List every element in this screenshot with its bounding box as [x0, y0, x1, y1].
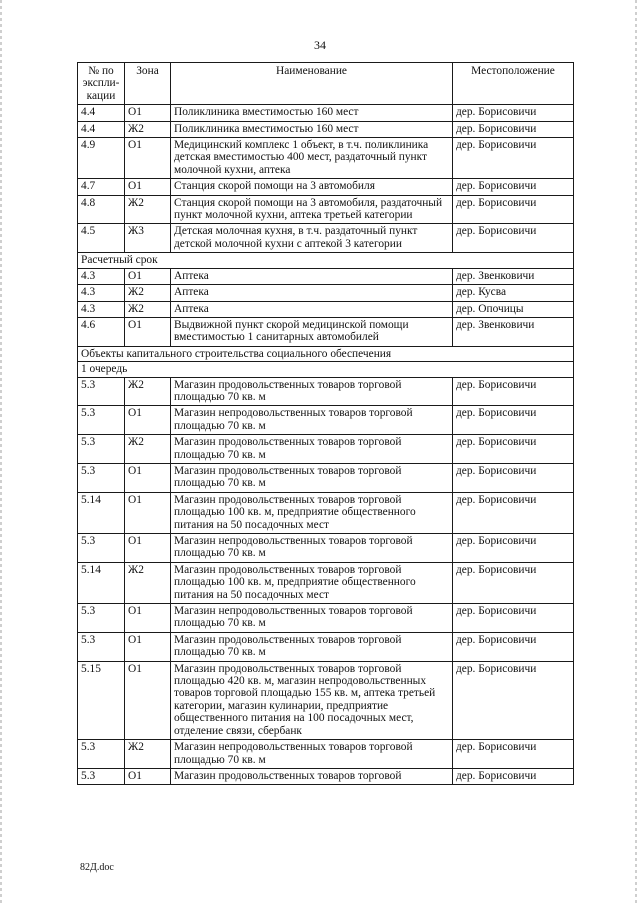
cell-num: 4.9	[78, 138, 125, 179]
table-row	[78, 224, 574, 253]
cell-num: 5.3	[78, 377, 125, 406]
cell-location: дер. Борисовичи	[453, 463, 574, 492]
table-row	[78, 562, 574, 603]
cell-name: Магазин непродовольственных товаров торговой площадью 70 кв. м	[171, 740, 453, 769]
cell-zone: О1	[125, 768, 171, 784]
table-row	[78, 285, 574, 301]
section-row	[78, 362, 574, 377]
section-row	[78, 253, 574, 268]
cell-location: дер. Борисовичи	[453, 534, 574, 563]
page-number: 34	[314, 38, 326, 52]
table-row	[78, 492, 574, 533]
cell-num: 5.14	[78, 562, 125, 603]
cell-num: 4.4	[78, 105, 125, 121]
cell-num: 5.3	[78, 768, 125, 784]
table-row	[78, 121, 574, 137]
header-location: Местоположение	[453, 63, 574, 105]
cell-location: дер. Звенковичи	[453, 317, 574, 346]
cell-location: дер. Борисовичи	[453, 740, 574, 769]
cell-name: Магазин продовольственных товаров торговой площадью 70 кв. м	[171, 377, 453, 406]
scan-edge-right	[635, 0, 637, 905]
facilities-table	[77, 62, 574, 785]
cell-num: 4.3	[78, 301, 125, 317]
table-row	[78, 138, 574, 179]
table-row	[78, 463, 574, 492]
cell-location: дер. Борисовичи	[453, 562, 574, 603]
cell-location: дер. Борисовичи	[453, 121, 574, 137]
table-row	[78, 740, 574, 769]
cell-num: 4.4	[78, 121, 125, 137]
cell-name: Поликлиника вместимостью 160 мест	[171, 121, 453, 137]
table-row	[78, 268, 574, 284]
cell-location: дер. Борисовичи	[453, 632, 574, 661]
cell-zone: О1	[125, 661, 171, 739]
cell-zone: Ж3	[125, 224, 171, 253]
table-row	[78, 406, 574, 435]
scan-edge-left	[0, 0, 2, 905]
section-title: Объекты капитального строительства социального обеспечения	[78, 346, 574, 361]
cell-location: дер. Опочицы	[453, 301, 574, 317]
cell-name: Магазин непродовольственных товаров торговой площадью 70 кв. м	[171, 406, 453, 435]
cell-location: дер. Кусва	[453, 285, 574, 301]
cell-zone: О1	[125, 534, 171, 563]
cell-zone: О1	[125, 632, 171, 661]
cell-name: Магазин продовольственных товаров торговой площадью 100 кв. м, предприятие общественного питания на 50 посадочных мест	[171, 492, 453, 533]
cell-name: Магазин продовольственных товаров торговой площадью 70 кв. м	[171, 632, 453, 661]
cell-name: Магазин продовольственных товаров торговой	[171, 768, 453, 784]
table-row	[78, 604, 574, 633]
cell-num: 4.7	[78, 179, 125, 195]
table-row	[78, 301, 574, 317]
cell-zone: Ж2	[125, 301, 171, 317]
cell-zone: О1	[125, 604, 171, 633]
cell-location: дер. Борисовичи	[453, 138, 574, 179]
cell-location: дер. Борисовичи	[453, 604, 574, 633]
cell-zone: О1	[125, 492, 171, 533]
cell-num: 4.5	[78, 224, 125, 253]
cell-name: Магазин продовольственных товаров торговой площадью 70 кв. м	[171, 463, 453, 492]
cell-num: 5.14	[78, 492, 125, 533]
cell-zone: Ж2	[125, 285, 171, 301]
cell-location: дер. Борисовичи	[453, 435, 574, 464]
cell-zone: Ж2	[125, 377, 171, 406]
cell-num: 5.15	[78, 661, 125, 739]
cell-zone: О1	[125, 317, 171, 346]
table-row	[78, 632, 574, 661]
table-body	[78, 105, 574, 785]
table-row	[78, 768, 574, 784]
section-row	[78, 346, 574, 361]
cell-zone: О1	[125, 105, 171, 121]
table-row	[78, 661, 574, 739]
cell-name: Магазин продовольственных товаров торговой площадью 100 кв. м, предприятие общественного питания на 50 посадочных мест	[171, 562, 453, 603]
cell-location: дер. Борисовичи	[453, 377, 574, 406]
cell-zone: Ж2	[125, 740, 171, 769]
cell-name: Станция скорой помощи на 3 автомобиля, раздаточный пункт молочной кухни, аптека третьей категории	[171, 195, 453, 224]
cell-location: дер. Борисовичи	[453, 492, 574, 533]
cell-num: 4.8	[78, 195, 125, 224]
cell-zone: Ж2	[125, 562, 171, 603]
cell-num: 4.6	[78, 317, 125, 346]
cell-num: 5.3	[78, 604, 125, 633]
cell-num: 5.3	[78, 406, 125, 435]
cell-zone: Ж2	[125, 435, 171, 464]
cell-location: дер. Звенковичи	[453, 268, 574, 284]
table-row	[78, 195, 574, 224]
cell-zone: О1	[125, 406, 171, 435]
footer-filename: 82Д.doc	[80, 862, 114, 873]
table-row	[78, 435, 574, 464]
cell-zone: О1	[125, 179, 171, 195]
cell-num: 5.3	[78, 534, 125, 563]
cell-name: Аптека	[171, 285, 453, 301]
cell-name: Станция скорой помощи на 3 автомобиля	[171, 179, 453, 195]
section-title: Расчетный срок	[78, 253, 574, 268]
cell-zone: О1	[125, 138, 171, 179]
cell-num: 5.3	[78, 632, 125, 661]
cell-name: Магазин непродовольственных товаров торговой площадью 70 кв. м	[171, 604, 453, 633]
cell-num: 5.3	[78, 740, 125, 769]
header-num: № по экспликации	[78, 63, 125, 105]
cell-num: 4.3	[78, 268, 125, 284]
header-zone: Зона	[125, 63, 171, 105]
cell-location: дер. Борисовичи	[453, 406, 574, 435]
table-row	[78, 377, 574, 406]
cell-name: Магазин непродовольственных товаров торговой площадью 70 кв. м	[171, 534, 453, 563]
table-header-row	[78, 63, 574, 105]
cell-location: дер. Борисовичи	[453, 661, 574, 739]
table-row	[78, 534, 574, 563]
cell-location: дер. Борисовичи	[453, 179, 574, 195]
section-title: 1 очередь	[78, 362, 574, 377]
cell-name: Выдвижной пункт скорой медицинской помощи вместимостью 1 санитарных автомобилей	[171, 317, 453, 346]
cell-zone: О1	[125, 268, 171, 284]
table-row	[78, 179, 574, 195]
table-row	[78, 105, 574, 121]
table-row	[78, 317, 574, 346]
cell-num: 5.3	[78, 463, 125, 492]
cell-num: 5.3	[78, 435, 125, 464]
cell-zone: О1	[125, 463, 171, 492]
cell-name: Поликлиника вместимостью 160 мест	[171, 105, 453, 121]
cell-location: дер. Борисовичи	[453, 105, 574, 121]
cell-name: Аптека	[171, 301, 453, 317]
cell-location: дер. Борисовичи	[453, 768, 574, 784]
cell-location: дер. Борисовичи	[453, 224, 574, 253]
cell-name: Магазин продовольственных товаров торговой площадью 420 кв. м, магазин непродовольственных товаров торговой площадью 155 кв. м, аптека третьей категории, магазин кулинарии, предприятие общественного питания на 100 посадочных мест, отделение связи, сбербанк	[171, 661, 453, 739]
cell-zone: Ж2	[125, 195, 171, 224]
cell-num: 4.3	[78, 285, 125, 301]
cell-name: Детская молочная кухня, в т.ч. раздаточный пункт детской молочной кухни с аптекой 3 категории	[171, 224, 453, 253]
header-name: Наименование	[171, 63, 453, 105]
cell-name: Медицинский комплекс 1 объект, в т.ч. поликлиника детская вместимостью 400 мест, раздаточный пункт молочной кухни, аптека	[171, 138, 453, 179]
cell-location: дер. Борисовичи	[453, 195, 574, 224]
cell-name: Магазин продовольственных товаров торговой площадью 70 кв. м	[171, 435, 453, 464]
cell-zone: Ж2	[125, 121, 171, 137]
cell-name: Аптека	[171, 268, 453, 284]
